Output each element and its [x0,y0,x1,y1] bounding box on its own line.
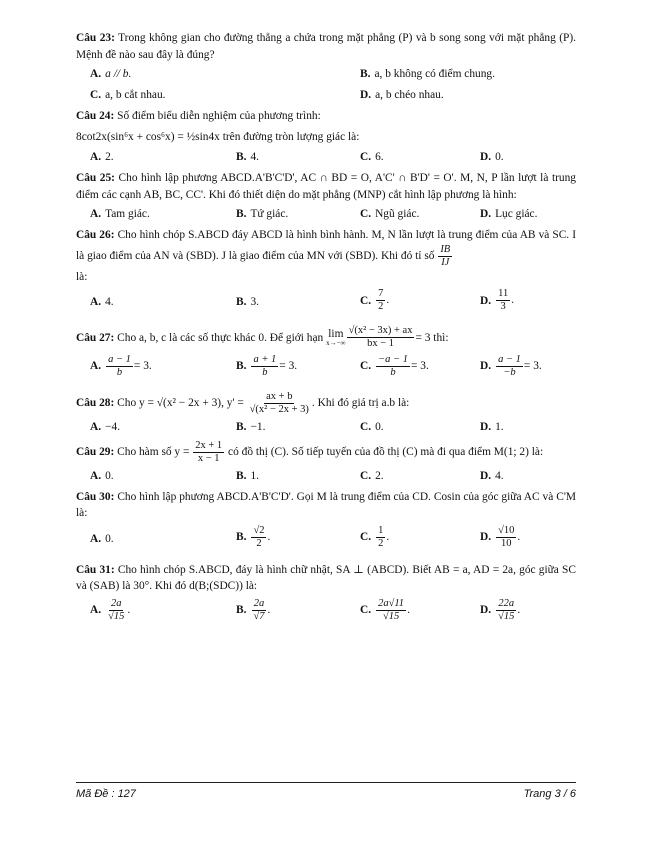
option-a[interactable]: A. 0. [90,469,114,482]
option-b[interactable]: B. 3. [236,296,259,309]
options-row [76,288,576,322]
options-row [76,354,576,388]
question-25 [76,170,576,224]
option-d[interactable]: D. Lục giác. [480,208,538,221]
derivative-fraction: $\frac{ax + b}{\text{√(x² − 2x + 3)}}$ [249,390,309,415]
limit-operator: lim x→−∞ [326,327,346,348]
question-stem: Trong không gian cho đường thẳng a chứa trong mặt phẳng (P) và b song song với mặt phẳng (P). Mệnh đề nào sau đây là đúng? [76,32,576,61]
option-c[interactable]: C. 2. [360,469,384,482]
option-a[interactable]: A. 4. [90,296,114,309]
option-b[interactable]: B. $\frac{√2}{2}$ . [236,524,271,549]
question-stem: Cho hình chóp S.ABCD đáy ABCD là hình bình hành. M, N lần lượt là trung điểm của AB và SC. I là giao điểm của AN và (SBD). J là giao điểm của MN với (SBD). Khi đó tỉ số [76,229,576,262]
option-a[interactable]: A. $\frac{2a}{√15}$ . [90,597,131,622]
option-a[interactable]: A. $\frac{a - 1}{b}$ = 3. [90,353,152,378]
question-number: Câu 25: [76,172,115,185]
option-b[interactable]: B. 4. [236,151,259,164]
question-stem: Cho hình lập phương ABCD.A'B'C'D'. Gọi M là trung điểm của CD. Cosin của góc giữa AC và C'M là: [76,490,577,520]
question-26 [76,227,576,322]
limit-fraction: $\frac{\text{√(x² − 3x) + ax}}{bx - 1}$ [348,325,413,350]
option-d[interactable]: D. 4. [480,469,504,482]
option-c[interactable]: C. $\frac{7}{2}$ . [360,288,390,313]
question-number: Câu 24: [76,110,115,123]
question-number: Câu 31: [76,563,115,576]
options-row [76,149,576,167]
question-stem: Cho hình lập phương ABCD.A'B'C'D', AC ∩ BD = O, A'C' ∩ B'D' = O'. M, N, P lần lượt là trung điểm các cạnh AB, BC, CC'. Khi đó thiết diện do mặt phẳng (MNP) cắt hình lập phương là hình: [76,172,576,201]
option-a[interactable]: A. a // b. [90,68,132,81]
option-a[interactable]: A. Tam giác. [90,208,150,221]
option-c[interactable]: C. $\frac{1}{2}$ . [360,524,390,549]
option-c[interactable]: C. $\frac{2a√11}{√15}$ . [360,597,410,622]
option-c[interactable]: C. 0. [360,420,384,433]
question-30 [76,489,576,559]
question-stem: Số điểm biểu diễn nghiệm của phương trình: [117,110,321,123]
exam-page [76,30,576,635]
page-footer [76,782,576,800]
option-d[interactable]: D. 0. [480,151,504,164]
option-b[interactable]: B. 1. [236,469,259,482]
options-row [76,468,576,486]
equation: 8cot2x(sin⁶x + cos⁶x) = ½sin4x trên đường tròn lượng giác là: [76,130,360,143]
option-d[interactable]: D. $\frac{22a}{√15}$ . [480,597,521,622]
options-row [76,66,576,84]
page-number: Trang 3 / 6 [523,788,576,800]
options-row [76,87,576,105]
option-c[interactable]: C. 6. [360,151,384,164]
options-row [76,525,576,559]
question-27: Câu 27: Cho a, b, c là các số thực khác 0. Để giới hạn lim x→−∞ $\frac{\text{√(x² − 3x) + ax}}{bx - 1}$ = 3 thì: A. $\frac{a - 1}{b}$ = 3. B. $\frac{a + 1}{b}$ = 3. C. $\frac{-a - 1}{b}$ = 3. D. $\frac{a - 1}{-b}$ = 3. [76,325,576,387]
ratio-fraction: $\frac{IB}{IJ}$ [440,243,451,268]
option-d[interactable]: D. a, b chéo nhau. [360,89,444,102]
question-number: Câu 28: [76,396,115,409]
option-b[interactable]: B. Tứ giác. [236,208,289,221]
question-number: Câu 27: [76,331,115,344]
question-31 [76,562,576,632]
options-row [76,419,576,437]
option-c[interactable]: C. $\frac{-a - 1}{b}$ = 3. [360,353,429,378]
exam-code: Mã Đề : 127 [76,788,136,800]
option-d[interactable]: D. $\frac{a - 1}{-b}$ = 3. [480,353,542,378]
function-fraction: $\frac{2x + 1}{x - 1}$ [195,439,223,464]
question-number: Câu 29: [76,445,115,458]
options-row [76,206,576,224]
question-stem: Cho a, b, c là các số thực khác 0. Để giới hạn [117,331,324,344]
question-stem: Cho hình chóp S.ABCD, đáy là hình chữ nhật, SA ⊥ (ABCD). Biết AB = a, AD = 2a, góc giữa SC và (SAB) là 30°. Khi đó d(B;(SDC)) là: [76,563,576,593]
option-d[interactable]: D. $\frac{11}{3}$ . [480,288,515,313]
question-23 [76,30,576,105]
option-a[interactable]: A. 2. [90,151,114,164]
option-d[interactable]: D. $\frac{√10}{10}$ . [480,524,521,549]
option-b[interactable]: B. $\frac{a + 1}{b}$ = 3. [236,353,298,378]
option-c[interactable]: C. Ngũ giác. [360,208,420,221]
question-24 [76,108,576,167]
question-29: Câu 29: Cho hàm số y = $\frac{2x + 1}{x - 1}$ có đồ thị (C). Số tiếp tuyến của đồ thị (C) mà đi qua điểm M(1; 2) là: A. 0. B. 1. C. 2. D. 4. [76,440,576,486]
option-b[interactable]: B. a, b không có điểm chung. [360,68,495,81]
question-number: Câu 26: [76,229,115,242]
question-stem-end: là: [76,270,88,283]
option-a[interactable]: A. −4. [90,420,121,433]
question-number: Câu 23: [76,32,115,44]
option-d[interactable]: D. 1. [480,420,504,433]
option-a[interactable]: A. 0. [90,532,114,545]
question-28: Câu 28: Cho y = √(x² − 2x + 3), y' = $\frac{ax + b}{\text{√(x² − 2x + 3)}}$ . Khi đó giá trị a.b là: A. −4. B. −1. C. 0. D. 1. [76,391,576,437]
option-b[interactable]: B. $\frac{2a}{√7}$ . [236,597,271,622]
options-row [76,598,576,632]
option-c[interactable]: C. a, b cắt nhau. [90,89,166,102]
option-b[interactable]: B. −1. [236,420,266,433]
question-number: Câu 30: [76,490,115,503]
